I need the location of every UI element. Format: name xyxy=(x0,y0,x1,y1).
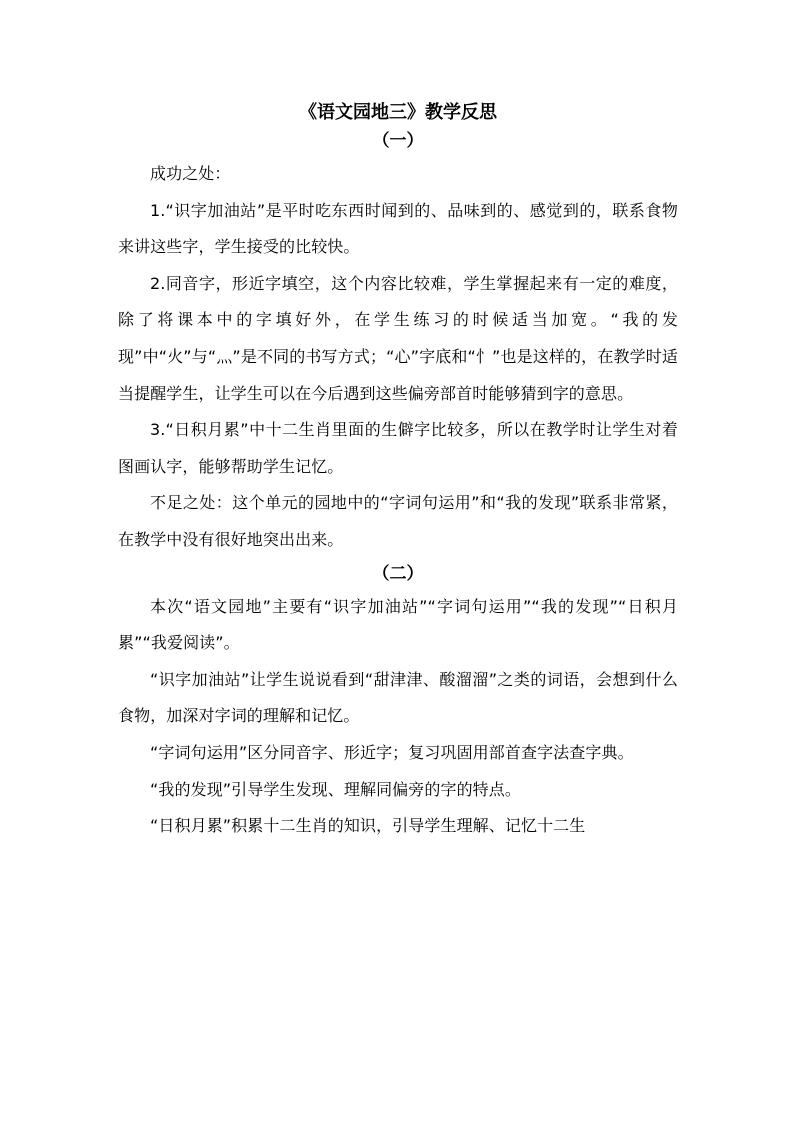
paragraph: 不足之处：这个单元的园地中的“字词句运用”和“我的发现”联系非常紧，在教学中没有很好地突出出来。 xyxy=(118,493,678,549)
section-heading-1: （一） xyxy=(372,131,424,151)
paragraph: 成功之处： xyxy=(150,164,231,183)
paragraph: “识字加油站”让学生说说看到“甜津津、酸溜溜”之类的词语，会想到什么食物，加深对字词的理解和记忆。 xyxy=(118,669,678,726)
paragraph: 2.同音字，形近字填空，这个内容比较难，学生掌握起来有一定的难度，除了将课本中的字填好外，在学生练习的时候适当加宽。“我的发现”中“火”与“灬”是不同的书写方式；“心”字底和“忄”也是这样的，在教学时适当提醒学生，让学生可以在今后遇到这些偏旁部首时能够猜到字的意思。 xyxy=(118,273,678,403)
paragraph: 本次“语文园地”主要有“识字加油站”“字词句运用”“我的发现”“日积月累”“我爱阅读”。 xyxy=(118,596,678,653)
document-body xyxy=(118,90,678,845)
document-title: 《语文园地三》教学反思 xyxy=(299,102,497,123)
paragraph: 1.“识字加油站”是平时吃东西时闻到的、品味到的、感觉到的，联系食物来讲这些字，学生接受的比较快。 xyxy=(118,200,678,257)
paragraph: 3.“日积月累”中十二生肖里面的生僻字比较多，所以在教学时让学生对着图画认字，能够帮助学生记忆。 xyxy=(118,420,678,476)
paragraph: “字词句运用”区分同音字、形近字；复习巩固用部首查字法查字典。 xyxy=(150,742,634,762)
section-heading-2: （二） xyxy=(372,563,424,584)
paragraph: “我的发现”引导学生发现、理解同偏旁的字的特点。 xyxy=(150,779,521,799)
paragraph: “日积月累”积累十二生肖的知识，引导学生理解、记忆十二生 xyxy=(150,816,586,836)
